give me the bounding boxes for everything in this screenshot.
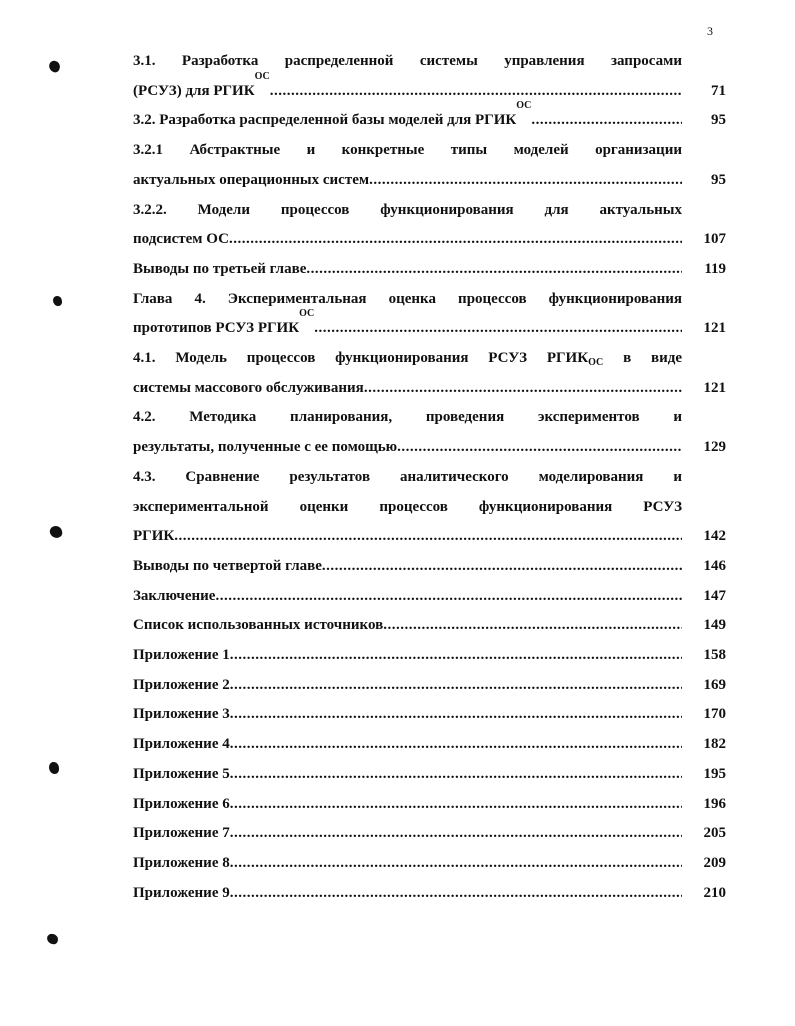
dot-leader — [230, 879, 682, 909]
toc-entry — [133, 671, 726, 701]
dot-leader — [369, 166, 682, 196]
toc-entry — [133, 760, 726, 790]
toc-entry-title: Приложение 2 — [133, 676, 230, 693]
toc-entry-title: Выводы по третьей главе — [133, 260, 307, 277]
toc-entry — [133, 136, 726, 195]
toc-entry — [133, 552, 726, 582]
toc-entry — [133, 463, 726, 552]
toc-entry-title: Приложение 8 — [133, 854, 230, 871]
toc-entry-title: Приложение 5 — [133, 765, 230, 782]
toc-page-number: 142 — [703, 528, 726, 545]
toc-entry-title: Заключение — [133, 587, 216, 604]
toc-entry-title: результаты, полученные с ее помощью — [133, 439, 398, 456]
toc-page-number: 210 — [703, 884, 726, 901]
toc-entry-title-line: 3.2.1 Абстрактные и конкретные типы моделей организации — [133, 142, 682, 159]
toc-entry-subscript: ОС — [254, 70, 270, 82]
toc-page-number: 169 — [703, 676, 726, 693]
toc-entry-title: (РСУЗ) для РГИК — [133, 82, 255, 99]
binding-hole-mark — [49, 762, 59, 774]
toc-entry-title: Выводы по четвертой главе — [133, 557, 322, 574]
toc-page-number: 71 — [711, 82, 726, 99]
toc-entry-title: прототипов РСУЗ РГИК — [133, 320, 300, 337]
toc-entry — [133, 611, 726, 641]
toc-page-number: 170 — [703, 706, 726, 723]
toc-entry — [133, 344, 726, 403]
dot-leader — [230, 671, 682, 701]
table-of-contents — [133, 47, 726, 908]
toc-entry-subscript: ОС — [516, 100, 532, 112]
toc-page-number: 205 — [703, 825, 726, 842]
dot-leader — [306, 255, 682, 285]
toc-page-number: 158 — [703, 647, 726, 664]
toc-page-number: 196 — [703, 795, 726, 812]
dot-leader — [230, 790, 682, 820]
toc-entry-title-line: экспериментальной оценки процессов функционирования РСУЗ — [133, 498, 682, 515]
toc-entry-title: 3.2. Разработка распределенной базы моделей для РГИК — [133, 112, 517, 129]
dot-leader — [322, 552, 682, 582]
toc-entry-title-line: 4.3. Сравнение результатов аналитического моделирования и — [133, 468, 682, 485]
toc-entry — [133, 196, 726, 255]
toc-page-number: 107 — [703, 231, 726, 248]
dot-leader — [230, 641, 682, 671]
toc-entry-title: подсистем ОС — [133, 231, 229, 248]
toc-entry — [133, 879, 726, 909]
binding-hole-mark — [49, 525, 64, 540]
toc-entry-title-line: 3.1. Разработка распределенной системы управления запросами — [133, 53, 682, 69]
page-number: 3 — [707, 24, 713, 38]
toc-entry — [133, 849, 726, 879]
toc-entry-title: Приложение 4 — [133, 736, 230, 753]
binding-hole-mark — [46, 933, 59, 945]
toc-page-number: 147 — [703, 587, 726, 604]
dot-leader — [230, 760, 682, 790]
toc-entry — [133, 255, 726, 285]
dot-leader — [174, 522, 682, 552]
toc-page-number: 121 — [703, 379, 726, 396]
dot-leader — [383, 611, 682, 641]
toc-page-number: 182 — [703, 736, 726, 753]
toc-entry — [133, 700, 726, 730]
dot-leader — [230, 849, 682, 879]
toc-page-number: 129 — [703, 439, 726, 456]
dot-leader — [314, 314, 682, 344]
toc-page-number: 209 — [703, 854, 726, 871]
toc-entry — [133, 100, 726, 136]
dot-leader — [229, 225, 682, 255]
toc-entry — [133, 790, 726, 820]
toc-entry-title: Приложение 7 — [133, 825, 230, 842]
dot-leader — [230, 700, 682, 730]
toc-entry — [133, 819, 726, 849]
toc-entry-title: РГИК — [133, 528, 175, 545]
binding-hole-mark — [47, 59, 61, 73]
toc-page-number: 95 — [711, 171, 726, 188]
toc-entry — [133, 730, 726, 760]
toc-entry-subscript: ОС — [299, 308, 315, 320]
binding-hole-mark — [53, 296, 62, 306]
dot-leader — [397, 433, 682, 463]
toc-page-number: 119 — [704, 260, 726, 277]
dot-leader — [230, 730, 682, 760]
toc-page-number: 149 — [703, 617, 726, 634]
toc-page-number: 146 — [703, 557, 726, 574]
dot-leader — [531, 106, 682, 136]
toc-page-number: 195 — [703, 765, 726, 782]
toc-entry — [133, 582, 726, 612]
toc-entry-title: Приложение 9 — [133, 884, 230, 901]
toc-entry-title-line: 4.1. Модель процессов функционирования РСУЗ $РГИК_{ОС}$ в виде — [133, 350, 682, 369]
toc-entry-title: Приложение 6 — [133, 795, 230, 812]
toc-entry — [133, 285, 726, 344]
toc-entry-title: системы массового обслуживания — [133, 379, 364, 396]
toc-entry — [133, 403, 726, 462]
toc-page-number: 121 — [703, 320, 726, 337]
dot-leader — [364, 374, 682, 404]
toc-entry — [133, 641, 726, 671]
toc-entry-title: актуальных операционных систем — [133, 171, 370, 188]
toc-entry-title-line: 3.2.2. Модели процессов функционирования для актуальных — [133, 201, 682, 218]
dot-leader — [215, 582, 682, 612]
toc-entry-title: Приложение 3 — [133, 706, 230, 723]
toc-entry-title-line: Глава 4. Экспериментальная оценка процессов функционирования — [133, 290, 682, 307]
toc-page-number: 95 — [711, 112, 726, 129]
dot-leader — [230, 819, 682, 849]
toc-entry-title-line: 4.2. Методика планирования, проведения экспериментов и — [133, 409, 682, 426]
toc-entry — [133, 47, 726, 106]
dot-leader — [270, 77, 682, 107]
toc-entry-title: Приложение 1 — [133, 647, 230, 664]
toc-entry-title: Список использованных источников — [133, 617, 384, 634]
